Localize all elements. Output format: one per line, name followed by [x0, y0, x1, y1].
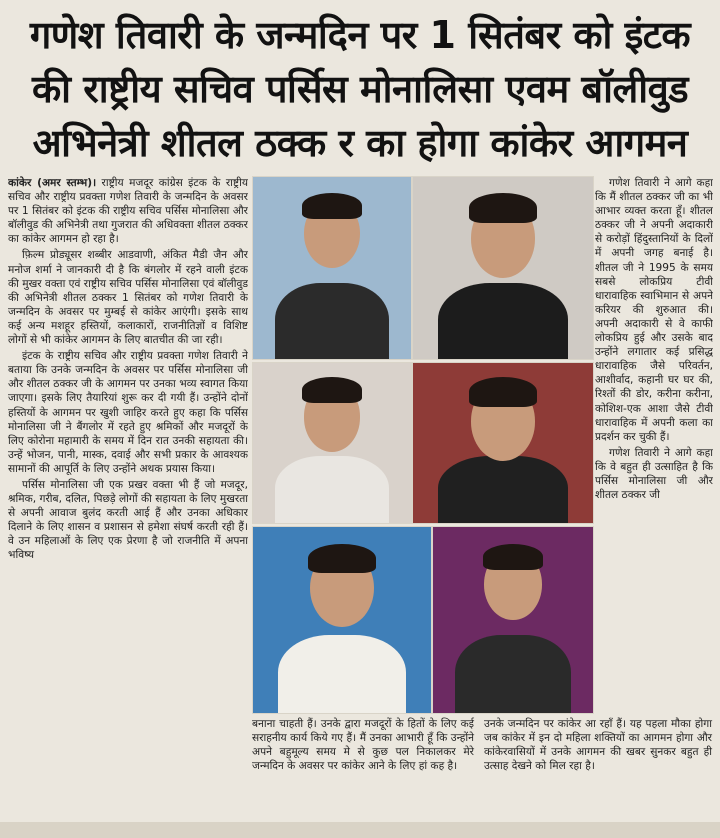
- article-column-right: [595, 176, 713, 716]
- person-body: [275, 283, 389, 360]
- article-column-left: [8, 176, 248, 716]
- headline-line-2: की राष्ट्रीय सचिव पर्सिस मोनालिसा एवम बॉलीवुड: [31, 67, 689, 111]
- dateline: कांकेर (अमर स्तम्भ)।: [8, 177, 97, 189]
- person-body: [438, 456, 568, 524]
- article-paragraph: उनके जन्मदिन पर कांकेर आ रहाँ हैं। यह पहला मौका होगा जब कांकेर में इन दो महिला शक्तियों का आगमन होगा और कांकेरवासियों में उनके आगमन की खबर सुनकर बहुत ही उत्साह देखने को मिल रहा है।: [484, 718, 712, 773]
- article-bottom-right: [484, 717, 712, 775]
- person-hair: [469, 193, 537, 222]
- article-paragraph: गणेश तिवारी ने आगे कहा कि वे बहुत ही उत्साहित है कि पर्सिस मोनालिसा जी और शीतल ठक्कर जी: [595, 446, 713, 502]
- person-hair: [302, 193, 362, 219]
- person-body: [455, 635, 570, 714]
- headline: [10, 8, 710, 170]
- man-sunglasses-photo: [412, 362, 594, 524]
- article-bottom-middle: [252, 717, 474, 775]
- article-paragraph: इंटक के राष्ट्रीय सचिव और राष्ट्रीय प्रवक्ता गणेश तिवारी ने बताया कि उनके जन्मदिन के अवसर पर पर्सिस मोनालिसा जी और शीतल ठक्कर जी के आगमन पर उनका भव्य स्वागत किया जाएगा। इसके लिए तैयारियां शुरू कर दी गयी हैं। उन्होंने दोनों हस्तियों के आगमन पर खुशी जाहिर करते हुए कहा कि पर्सिस मोनालिसा जी ने बैंगलोर में रहते हुए श्रमिकों और मजदूरों के लिए कोरोना महामारी के समय में दिन रात उनकी सहायता की। उन्हें भोजन, पानी, मास्क, दवाई और सभी प्रकार के आवश्यक सामानों की आपूर्ति के लिए उन्होंने अथक प्रयास किया।: [8, 350, 248, 475]
- person-hair: [302, 377, 362, 403]
- man-with-glasses-photo: [252, 176, 412, 360]
- article-paragraph: पर्सिस मोनालिसा जी एक प्रखर वक्ता भी हैं जो मजदूर, श्रमिक, गरीब, दलित, पिछड़े लोगों की सहायता के लिए मुखरता से अपनी आवाज बुलंद करती आई हैं और उनका अधिकार दिलाने के लिए शासन व प्रशासन से हमेशा संघर्ष करती रही हैं। वे उन महिलाओं के लिए एक प्रेरणा है जो राजनीति में अपना भविष्य: [8, 478, 248, 562]
- person-body: [438, 283, 568, 360]
- article-paragraph: फ़िल्म प्रोड्यूसर शब्बीर आडवाणी, अंकित मैडी जैन और मनोज शर्मा ने जानकारी दी है कि बंगलोर में रहने वाली इंटक की मुखर वक्ता एवं राष्ट्रीय सचिव पर्सिस मोनालिसा एवं बॉलीवुड की अभिनेत्री शीतल ठक्कर 1 सितंबर को गणेश तिवारी के जन्मदिन के अवसर पर मुम्बई से कांकेर आएंगी। इसके साथ कई अन्य मशहूर हस्तियों, कलाकारों, राजनीतिज्ञों व विशिष्ट लोगों से भी कांकेर आगमन के लिए बातचीत की जा रही।: [8, 249, 248, 347]
- woman-smiling-photo: [252, 362, 412, 524]
- article-paragraph: [8, 176, 248, 246]
- page-edge: [0, 822, 720, 838]
- article-paragraph: बनाना चाहती हैं। उनके द्वारा मजदूरों के हितों के लिए कई सराहनीय कार्य किये गए हैं। मैं उनका आभारी हूँ कि उन्होंने अपने बहुमूल्य समय मे से कुछ पल निकालकर मेरे जन्मदिन के अवसर पर कांकेर आने के लिए हां कह है।: [252, 718, 474, 773]
- article-paragraph: गणेश तिवारी ने आगे कहा कि मैं शीतल ठक्कर जी का भी आभार व्यक्त करता हूँ। शीतल ठक्कर जी ने अपनी अदाकारी से करोड़ों हिंदुस्तानियों के दिलों में अपनी जगह बनाई है। शीतल जी ने 1995 के समय सबसे लोकप्रिय टीवी धारावाहिक स्वाभिमान से अपने करियर की शुरुआत की। अपनी अदाकारी से वे काफी लोकप्रिय हुई और उसके बाद उन्होंने लगातार कई प्रसिद्ध धारावाहिक जैसे परिवर्तन, आशीर्वाद, कहानी घर घर की, रिश्तों की डोर, करीना करीना, कोशिश-एक आशा जैसे टीवी धारावाहिक में अपनी कला का प्रदर्शन कर चुकी हैं।: [595, 177, 713, 443]
- person-hair: [469, 377, 537, 406]
- person-body: [275, 456, 389, 524]
- actress-photo: [412, 176, 594, 360]
- headline-line-1: गणेश तिवारी के जन्मदिन पर 1 सितंबर को इंटक: [29, 13, 691, 57]
- person-body: [278, 635, 406, 714]
- man-with-stole-photo: [252, 526, 432, 714]
- headline-line-3: अभिनेत्री शीतल ठक्क र का होगा कांकेर आगमन: [32, 121, 688, 165]
- person-hair: [483, 544, 543, 570]
- man-dark-glasses-photo: [432, 526, 594, 714]
- paragraph-text: राष्ट्रीय मजदूर कांग्रेस इंटक के राष्ट्रीय सचिव और राष्ट्रीय प्रवक्ता गणेश तिवारी के जन्मदिन के अवसर पर 1 सितंबर को इंटक की राष्ट्रीय सचिव पर्सिस मोनालिसा और बॉलीवुड की अभिनेत्री तथा गुजरात की अधिवक्ता शीतल ठक्कर का कांकेर आगमन हो रहा है।: [8, 177, 248, 246]
- person-hair: [308, 544, 375, 573]
